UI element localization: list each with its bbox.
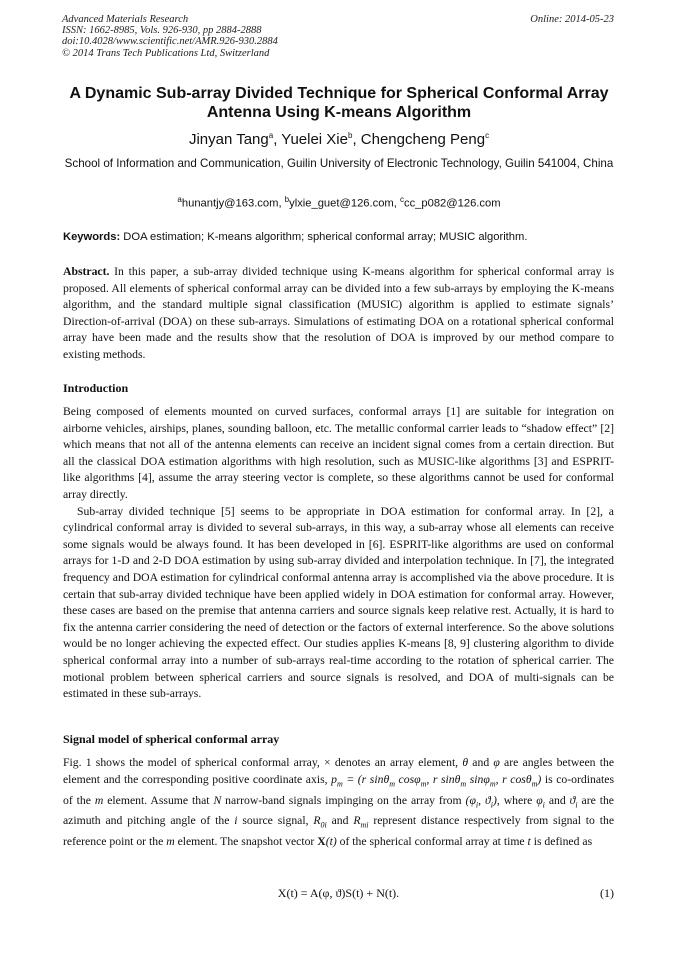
math-subscript: m: [420, 778, 427, 788]
keywords: [63, 231, 623, 243]
text-run: element. The snapshot vector: [174, 835, 318, 849]
paragraph: Being composed of elements mounted on curved surfaces, conformal arrays [1] are suitable for integration on airborne vehicles, airships, planes, sounding balloon, etc. The metallic conformal carrier leads to “shadow effect” [2] which means that not all of the antenna elements can receive an incident signal comes from a certain direction. But all the classical DOA estimation algorithms with high resolution, such as MUSIC-like algorithms [3] and ESPRIT-like algorithms [4], assume the array steering vector is complete, so these algorithms cannot be used for conformal array directly.: [63, 405, 614, 501]
issn-line: ISSN: 1662-8985, Vols. 926-930, pp 2884-2888: [62, 25, 262, 37]
author-affil-mark: c: [485, 131, 490, 140]
email-mark: a: [177, 195, 182, 204]
math-symbol: p: [331, 772, 337, 786]
text-run: are the azimuth and pitching angle of the: [63, 793, 614, 828]
paper-title: A Dynamic Sub-array Divided Technique for Spherical Conformal Array Antenna Using K-means Algorithm: [69, 85, 609, 121]
text-run: element. Assume that: [103, 793, 214, 807]
email-mark: c: [399, 195, 404, 204]
math-symbol: i: [234, 814, 238, 828]
math-subscript: m: [531, 778, 538, 788]
text-run: source signal,: [237, 814, 314, 828]
abstract-label: Abstract.: [63, 265, 110, 278]
author-name: Jinyan Tang: [188, 131, 269, 148]
math-expr: , ϑ: [478, 793, 491, 807]
math-expr: ): [492, 793, 497, 807]
text-run: and: [468, 756, 494, 769]
text-run: and: [326, 814, 354, 828]
author-emails: [40, 195, 638, 210]
text-run: of the spherical conformal array at time: [336, 835, 528, 849]
math-subscript: m: [389, 778, 395, 788]
email[interactable]: cc_p082@126.com: [403, 197, 501, 210]
math-symbol: θ: [462, 756, 469, 769]
doi-line[interactable]: doi:10.4028/www.scientific.net/AMR.926-930.2884: [62, 36, 278, 48]
math-subscript: i: [542, 799, 545, 809]
text-run: represent distance respectively from signal to the reference point or the: [63, 814, 615, 849]
math-subscript: i: [475, 799, 479, 809]
author-affil-mark: b: [347, 131, 353, 140]
text-run: narrow-band signals impinging on the array from: [221, 793, 466, 807]
signal-model-body: [63, 755, 614, 851]
text-run: is defined as: [530, 835, 593, 849]
math-subscript: m: [336, 778, 343, 788]
math-symbol: R: [353, 814, 361, 828]
math-symbol: m: [166, 835, 175, 849]
journal-name: Advanced Materials Research: [62, 14, 189, 25]
math-symbol: R: [313, 814, 321, 828]
math-subscript: i: [575, 799, 578, 809]
math-expr: , r sinθ: [426, 772, 461, 786]
text-run: Fig. 1 shows the model of spherical conformal array, × denotes an array element,: [63, 756, 463, 769]
abstract-text: In this paper, a sub-array divided technique using K-means algorithm for spherical conformal array is proposed. All elements of spherical conformal array can be divided into a few sub-arrays by employing the K-means algorithm, and the standard multiple signal classification (MUSIC) algorithm is applied to estimate signals’ Direction-of-arrival (DOA) on these sub-arrays. Simulations of estimating DOA on a rotational spherical conformal array have been made and the results show that the resolution of DOA is improved by our method compare to existing methods.: [63, 265, 614, 361]
equation-number: (1): [600, 886, 614, 900]
math-symbol: φ: [536, 793, 543, 807]
author-list: Jinyan Tang$^a$, Yuelei Xie$^b$, Chengcheng Peng$^c$: [188, 131, 490, 148]
email[interactable]: hunantjy@163.com,: [181, 197, 282, 210]
text-run: , where: [496, 793, 537, 807]
text-run: is co-ordinates of the: [63, 772, 614, 807]
author-affil-mark: a: [268, 131, 274, 140]
math-subscript: m: [489, 778, 496, 788]
keywords-text: DOA estimation; K-means algorithm; spherical conformal array; MUSIC algorithm.: [120, 231, 528, 243]
math-symbol: φ: [493, 756, 500, 769]
math-expr: (φ: [465, 793, 476, 807]
math-symbol: ϑ: [569, 793, 576, 807]
email-mark: b: [284, 195, 290, 204]
math-expr: , r cosθ: [495, 772, 532, 786]
keywords-label: Keywords:: [63, 231, 121, 243]
email[interactable]: ylxie_guet@126.com,: [289, 197, 397, 210]
section-heading-introduction: Introduction: [63, 381, 129, 395]
math-subscript: i: [490, 799, 493, 809]
math-subscript: 0i: [320, 820, 327, 830]
abstract: [63, 264, 614, 364]
equation-body: X(t) = A(φ, ϑ)S(t) + N(t).: [277, 886, 400, 900]
journal-header: [62, 14, 278, 59]
introduction-body: [63, 404, 614, 703]
math-subscript: mi: [360, 820, 369, 830]
author-name: Chengcheng Peng: [360, 131, 486, 148]
math-symbol: m: [94, 793, 104, 807]
online-date: Online: 2014-05-23: [530, 14, 614, 25]
math-symbol: t: [527, 835, 531, 849]
text-run: and: [544, 793, 570, 807]
math-expr: (t): [325, 835, 337, 849]
copyright-line: © 2014 Trans Tech Publications Ltd, Switzerland: [62, 47, 270, 59]
author-name: Yuelei Xie: [281, 131, 348, 148]
math-expr: cosφ: [394, 772, 421, 786]
affiliation: School of Information and Communication, Guilin University of Electronic Technology, Guilin 541004, China: [64, 157, 614, 170]
math-symbol: N: [213, 793, 222, 807]
paragraph: [63, 755, 614, 851]
math-expr: = (r sinθ: [342, 772, 390, 786]
math-expr: sinφ: [466, 772, 490, 786]
math-expr: ): [537, 772, 542, 786]
paragraph: Sub-array divided technique [5] seems to be appropriate in DOA estimation for conformal array. In [2], a cylindrical conformal array is divided to several sub-arrays, in this way, a sub-array whose all elements can receive some signals would be always found. It has been developed in [6]. ESPRIT-like algorithms are used on conformal arrays for 1-D and 2-D DOA estimation by using sub-array divided and interpolation technique. In [7], the integrated frequency and DOA estimation for cylindrical conformal antenna array is accomplished via the above procedure. It is certain that sub-array divided technique have been applied widely in DOA estimation for conformal array. However, these cases are based on the premise that antenna carriers and source signals keep relative rest. Actually, it is hard to fix the antenna carrier considering the need of detection or the factors of external interference. So the above solutions would be no longer achieving the expected effect. Our studies applies K-means [8, 9] clustering algorithm to divide spherical conformal array into a number of sub-arrays real-time according to the rotation of spherical carrier. The motional problem between spherical carriers and source signals is resolved, and DOA of multi-signals can be estimated in these sub-arrays.: [63, 504, 614, 701]
math-symbol: X: [317, 835, 326, 849]
text-run: are angles between the element and the corresponding positive coordinate axis,: [63, 756, 615, 786]
section-heading-signal-model: Signal model of spherical conformal array: [63, 732, 280, 746]
math-subscript: m: [460, 778, 467, 788]
